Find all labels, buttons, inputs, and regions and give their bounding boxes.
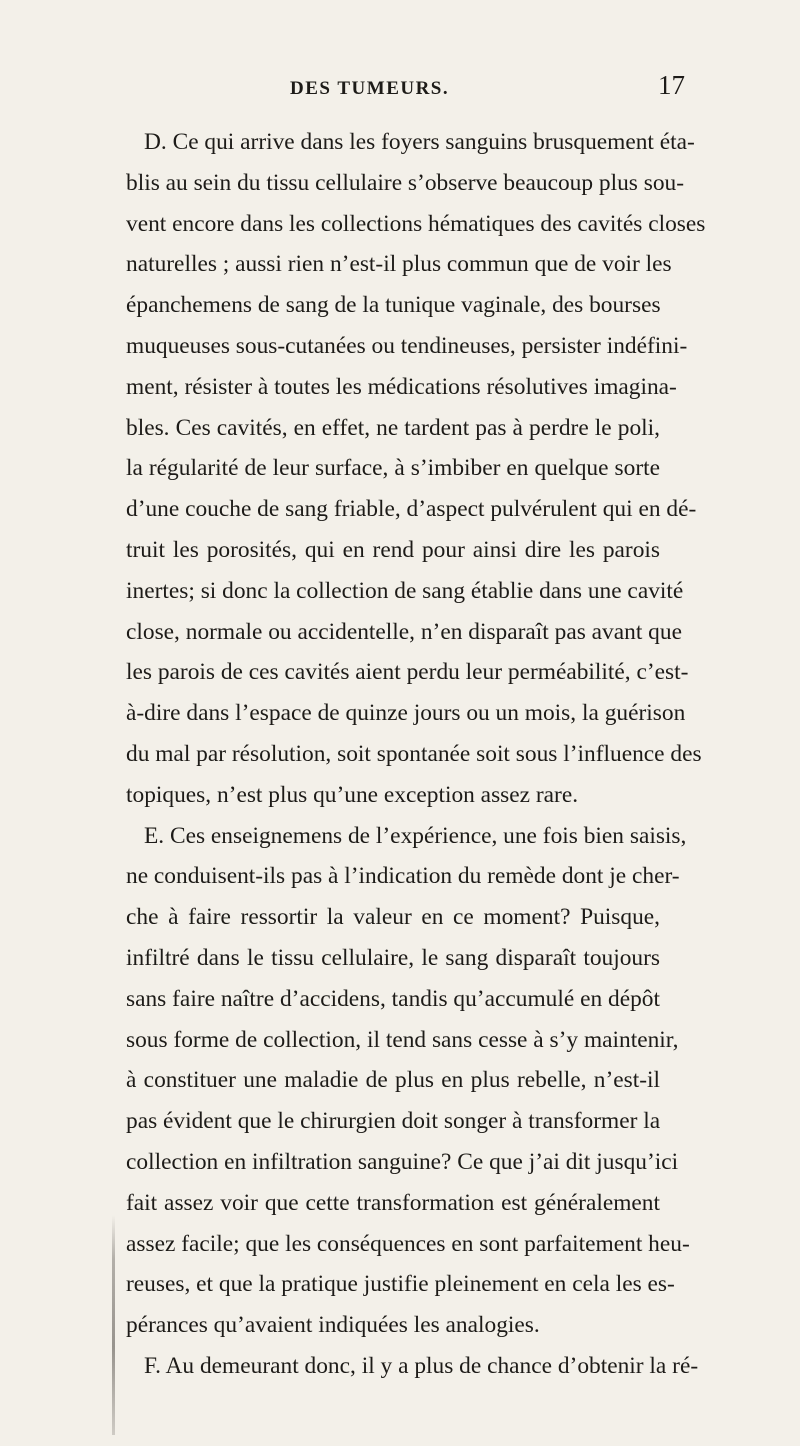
text-line: close, normale ou accidentelle, n’en disparaît pas avant que xyxy=(126,618,682,645)
text-line: les parois de ces cavités aient perdu leur perméabilité, c’est- xyxy=(126,659,689,686)
text-line: à constituer une maladie de plus en plus rebelle, n’est-il xyxy=(126,1067,660,1094)
text-line: blis au sein du tissu cellulaire s’observe beaucoup plus sou- xyxy=(126,169,685,196)
text-line: à-dire dans l’espace de quinze jours ou un mois, la guérison xyxy=(126,700,686,727)
text-line: reuses, et que la pratique justifie pleinement en cela les es- xyxy=(126,1271,675,1298)
text-line: d’une couche de sang friable, d’aspect pulvérulent qui en dé- xyxy=(126,496,697,523)
running-title: DES TUMEURS. xyxy=(290,78,450,99)
text-line: D. Ce qui arrive dans les foyers sanguins brusquement éta- xyxy=(144,129,695,155)
text-line: vent encore dans les collections hématiques des cavités closes xyxy=(126,210,706,237)
text-line: assez facile; que les conséquences en sont parfaitement heu- xyxy=(126,1230,690,1257)
body-text xyxy=(126,122,706,1387)
text-line: topiques, n’est plus qu’une exception assez rare. xyxy=(126,781,579,808)
text-line: F. Au demeurant donc, il y a plus de chance d’obtenir la ré- xyxy=(144,1352,699,1379)
text-line: ne conduisent-ils pas à l’indication du remède dont je cher- xyxy=(126,863,680,890)
text-line: épanchemens de sang de la tunique vaginale, des bourses xyxy=(126,292,661,319)
text-line: che à faire ressortir la valeur en ce moment? Puisque, xyxy=(126,904,660,931)
text-line: truit les porosités, qui en rend pour ainsi dire les parois xyxy=(126,536,660,563)
text-line: pérances qu’avaient indiquées les analogies. xyxy=(126,1312,540,1339)
page-number: 17 xyxy=(658,70,685,100)
text-line: collection en infiltration sanguine? Ce que j’ai dit jusqu’ici xyxy=(126,1148,679,1175)
text-line: du mal par résolution, soit spontanée soit sous l’influence des xyxy=(126,740,702,767)
text-line: sous forme de collection, il tend sans cesse à s’y maintenir, xyxy=(126,1026,679,1053)
text-line: ment, résister à toutes les médications résolutives imagina- xyxy=(126,373,677,400)
text-line: inertes; si donc la collection de sang établie dans une cavité xyxy=(126,577,684,604)
binding-shadow xyxy=(112,1215,115,1435)
text-line: la régularité de leur surface, à s’imbiber en quelque sorte xyxy=(126,455,660,482)
page-header xyxy=(0,68,800,108)
text-line: infiltré dans le tissu cellulaire, le sang disparaît toujours xyxy=(126,944,660,971)
text-line: pas évident que le chirurgien doit songer à transformer la xyxy=(126,1108,661,1135)
text-line: fait assez voir que cette transformation est généralement xyxy=(126,1189,660,1216)
text-line: muqueuses sous-cutanées ou tendineuses, persister indéfini- xyxy=(126,332,688,359)
text-line: naturelles ; aussi rien n’est-il plus commun que de voir les xyxy=(126,251,672,278)
text-line: E. Ces enseignemens de l’expérience, une fois bien saisis, xyxy=(144,822,687,849)
text-line: sans faire naître d’accidens, tandis qu’accumulé en dépôt xyxy=(126,985,660,1012)
text-line: bles. Ces cavités, en effet, ne tardent pas à perdre le poli, xyxy=(126,414,660,441)
